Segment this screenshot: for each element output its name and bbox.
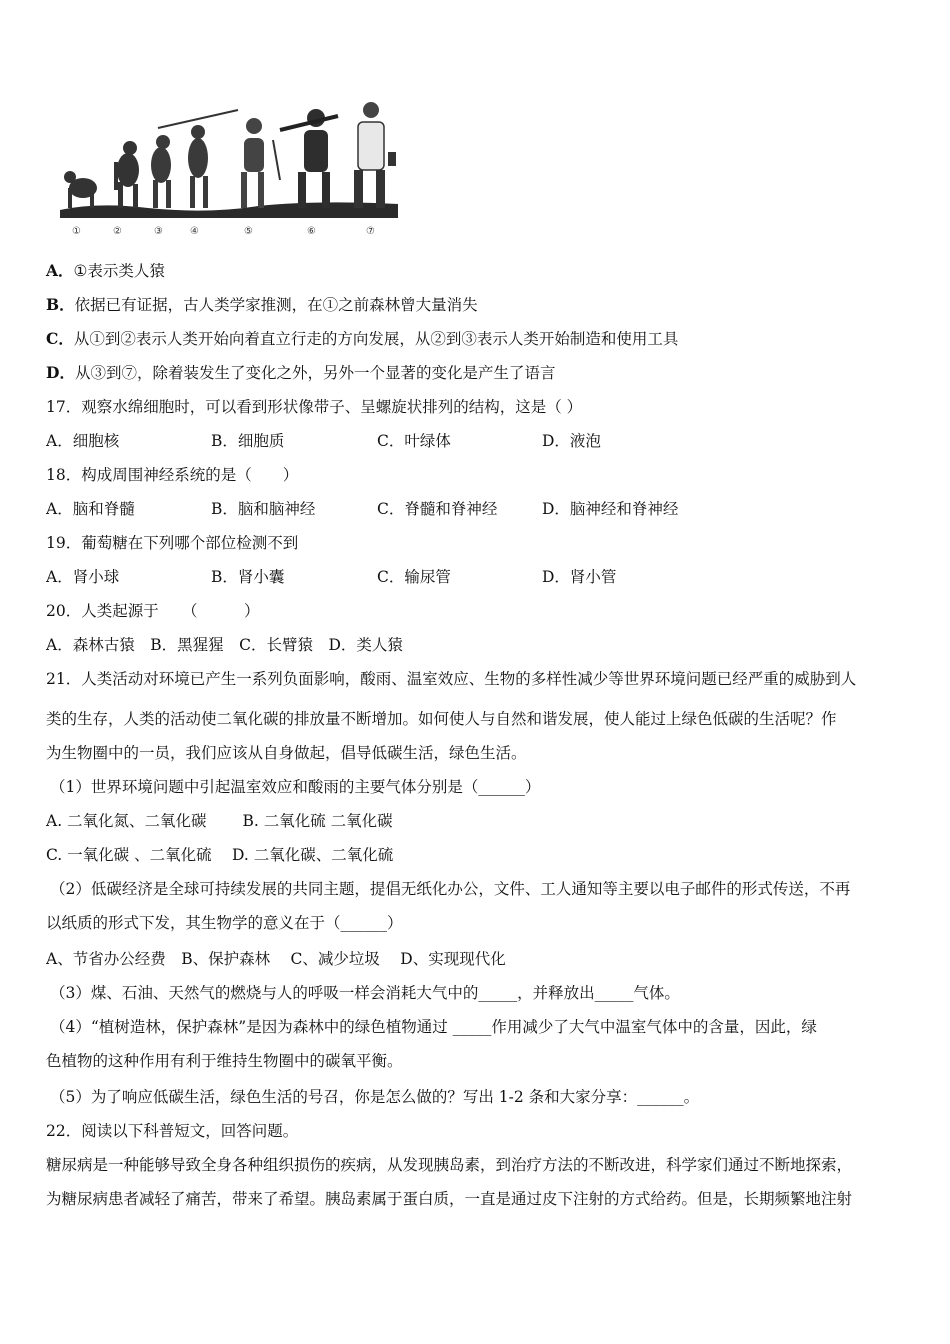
- q21-sub4-line-2: 色植物的这种作用有利于维持生物圈中的碳氧平衡。: [46, 1052, 403, 1070]
- q18-option-c: C．脊髓和脊神经: [377, 500, 498, 518]
- human-evolution-figure: [58, 100, 403, 240]
- q20-stem: 20．人类起源于 （ ）: [46, 602, 260, 620]
- q19-stem: 19．葡萄糖在下列哪个部位检测不到: [46, 534, 299, 552]
- marker-6: ⑥: [307, 226, 316, 237]
- q21-sub1-options-cd: C. 一氧化碳 、二氧化硫 D. 二氧化碳、二氧化硫: [46, 846, 394, 864]
- q17-option-b: B．细胞质: [211, 432, 285, 450]
- q16-option-a: [46, 260, 910, 282]
- marker-5: ⑤: [244, 226, 253, 237]
- q18-stem: 18．构成周围神经系统的是（ ）: [46, 466, 299, 484]
- marker-3: ③: [154, 226, 163, 237]
- q21-sub2-options: A、节省办公经费 B、保护森林 C、减少垃圾 D、实现现代化: [46, 950, 506, 968]
- q20-options: A．森林古猿 B．黑猩猩 C．长臂猿 D．类人猿: [46, 636, 403, 654]
- marker-7: ⑦: [366, 226, 375, 237]
- q19-option-d: D．肾小管: [542, 568, 617, 586]
- q21-sub2-line-2: 以纸质的形式下发，其生物学的意义在于（______）: [46, 914, 403, 932]
- q21-sub1: （1）世界环境问题中引起温室效应和酸雨的主要气体分别是（______）: [50, 778, 541, 796]
- marker-2: ②: [113, 226, 122, 237]
- q17-option-d: D．液泡: [542, 432, 601, 450]
- q22-passage-line-2: 为糖尿病患者减轻了痛苦，带来了希望。胰岛素属于蛋白质，一直是通过皮下注射的方式给药。但是，长期频繁地注射: [46, 1190, 853, 1208]
- option-letter: B．: [46, 295, 75, 314]
- option-text: 从③到⑦，除着装发生了变化之外，另外一个显著的变化是产生了语言: [74, 364, 556, 382]
- q21-sub5: （5）为了响应低碳生活，绿色生活的号召，你是怎么做的？写出 1-2 条和大家分享：______。: [50, 1088, 700, 1106]
- q16-option-d: [46, 362, 910, 384]
- q21-sub3: （3）煤、石油、天然气的燃烧与人的呼吸一样会消耗大气中的_____，并释放出_____气体。: [50, 984, 680, 1002]
- q22-stem: 22．阅读以下科普短文，回答问题。: [46, 1122, 299, 1140]
- q21-stem-line-1: 21．人类活动对环境已产生一系列负面影响，酸雨、温室效应、生物的多样性减少等世界环境问题已经严重的威胁到人: [46, 670, 857, 688]
- q18-option-d: D．脑神经和脊神经: [542, 500, 679, 518]
- q19-option-c: C．输尿管: [377, 568, 451, 586]
- option-text: 依据已有证据，古人类学家推测，在①之前森林曾大量消失: [74, 296, 478, 314]
- q22-passage-line-1: 糖尿病是一种能够导致全身各种组织损伤的疾病，从发现胰岛素，到治疗方法的不断改进，科学家们通过不断地探索，: [46, 1156, 853, 1174]
- q21-sub1-options-ab: A. 二氧化氮、二氧化碳 B. 二氧化硫 二氧化碳: [46, 812, 393, 830]
- q18-option-b: B．脑和脑神经: [211, 500, 316, 518]
- q19-option-b: B．肾小囊: [211, 568, 285, 586]
- q21-sub4-line-1: （4）“植树造林，保护森林”是因为森林中的绿色植物通过 _____作用减少了大气中温室气体中的含量，因此，绿: [50, 1018, 817, 1036]
- q17-option-a: A．细胞核: [46, 432, 120, 450]
- q18-option-a: A．脑和脊髓: [46, 500, 135, 518]
- q16-option-b: [46, 294, 910, 316]
- option-text: ①表示类人猿: [73, 262, 165, 280]
- q21-sub2-line-1: （2）低碳经济是全球可持续发展的共同主题，提倡无纸化办公，文件、工人通知等主要以电子邮件的形式传送，不再: [50, 880, 851, 898]
- option-text: 从①到②表示人类开始向着直立行走的方向发展，从②到③表示人类开始制造和使用工具: [73, 330, 679, 348]
- q19-option-a: A．肾小球: [46, 568, 120, 586]
- marker-1: ①: [72, 226, 81, 237]
- option-letter: D．: [46, 363, 75, 382]
- q16-option-c: [46, 328, 910, 350]
- marker-4: ④: [190, 226, 199, 237]
- q21-stem-line-3: 为生物圈中的一员，我们应该从自身做起，倡导低碳生活，绿色生活。: [46, 744, 527, 762]
- option-letter: A．: [46, 261, 74, 280]
- q21-stem-line-2: 类的生存，人类的活动使二氧化碳的排放量不断增加。如何使人与自然和谐发展，使人能过上绿色低碳的生活呢？作: [46, 710, 837, 728]
- q17-option-c: C．叶绿体: [377, 432, 451, 450]
- option-letter: C．: [46, 329, 74, 348]
- q17-stem: 17．观察水绵细胞时，可以看到形状像带子、呈螺旋状排列的结构，这是（ ）: [46, 398, 583, 416]
